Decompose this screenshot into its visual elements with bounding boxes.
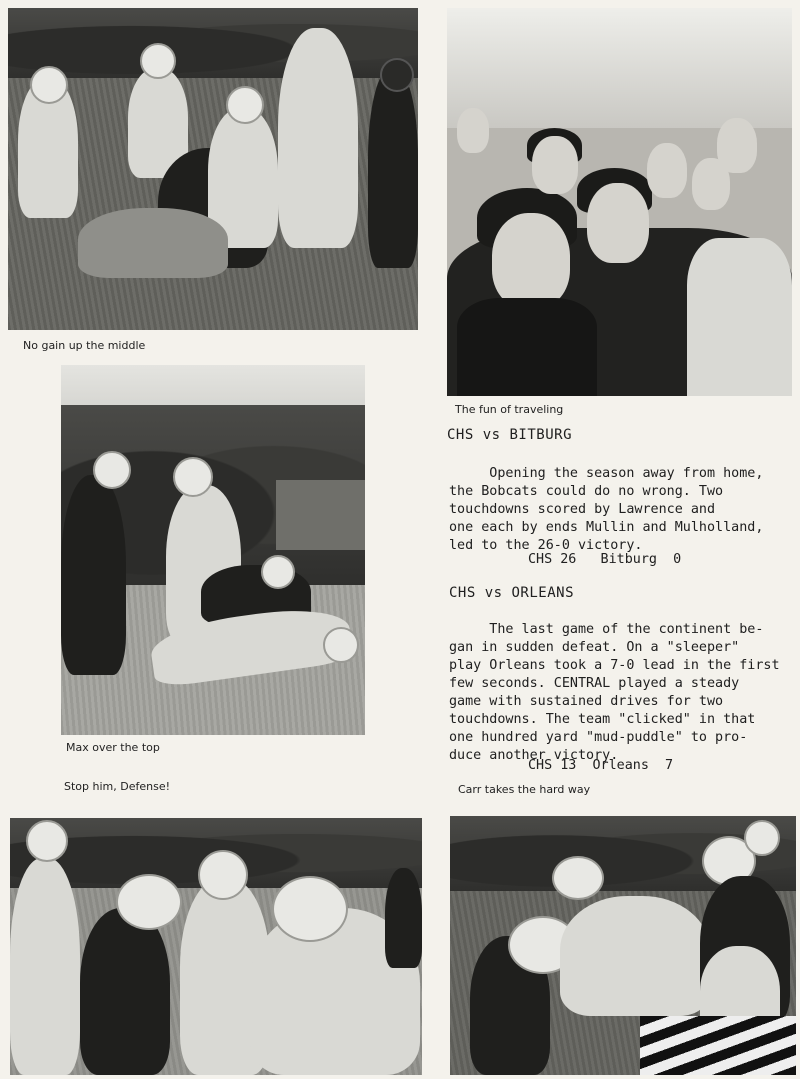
text-line: gan in sudden defeat. On a "sleeper"	[449, 640, 740, 655]
text-line: touchdowns. The team "clicked" in that	[449, 712, 756, 727]
photo-carr-takes-the-hard-way	[450, 816, 796, 1075]
article-body-orleans	[449, 621, 780, 765]
photo-max-over-the-top	[61, 365, 365, 735]
text-line: Opening the season away from home,	[449, 466, 764, 481]
text-line: few seconds. CENTRAL played a steady	[449, 676, 740, 691]
text-line: duce another victory.	[449, 748, 619, 763]
text-line: the Bobcats could do no wrong. Two	[449, 484, 724, 499]
caption-carr-takes-the-hard-way: Carr takes the hard way	[458, 783, 591, 796]
photo-stop-him-defense	[10, 818, 422, 1075]
text-line: touchdowns scored by Lawrence and	[449, 502, 716, 517]
caption-no-gain: No gain up the middle	[23, 339, 146, 352]
score-orleans: CHS 13 Orleans 7	[528, 758, 674, 773]
text-line: game with sustained drives for two	[449, 694, 724, 709]
text-line: led to the 26-0 victory.	[449, 538, 643, 553]
text-line: one each by ends Mullin and Mulholland,	[449, 520, 764, 535]
caption-max-over-the-top: Max over the top	[66, 741, 160, 754]
article-heading-bitburg: CHS vs BITBURG	[447, 427, 573, 443]
caption-stop-him-defense: Stop him, Defense!	[64, 780, 170, 793]
score-bitburg: CHS 26 Bitburg 0	[528, 552, 682, 567]
article-heading-orleans: CHS vs ORLEANS	[449, 585, 575, 601]
article-body-bitburg	[449, 465, 763, 555]
photo-no-gain-up-the-middle	[8, 8, 418, 330]
caption-fun-of-traveling: The fun of traveling	[455, 403, 564, 416]
text-line: play Orleans took a 7-0 lead in the first	[449, 658, 780, 673]
text-line: one hundred yard "mud-puddle" to pro-	[449, 730, 748, 745]
photo-fun-of-traveling	[447, 8, 792, 396]
text-line: The last game of the continent be-	[449, 622, 764, 637]
